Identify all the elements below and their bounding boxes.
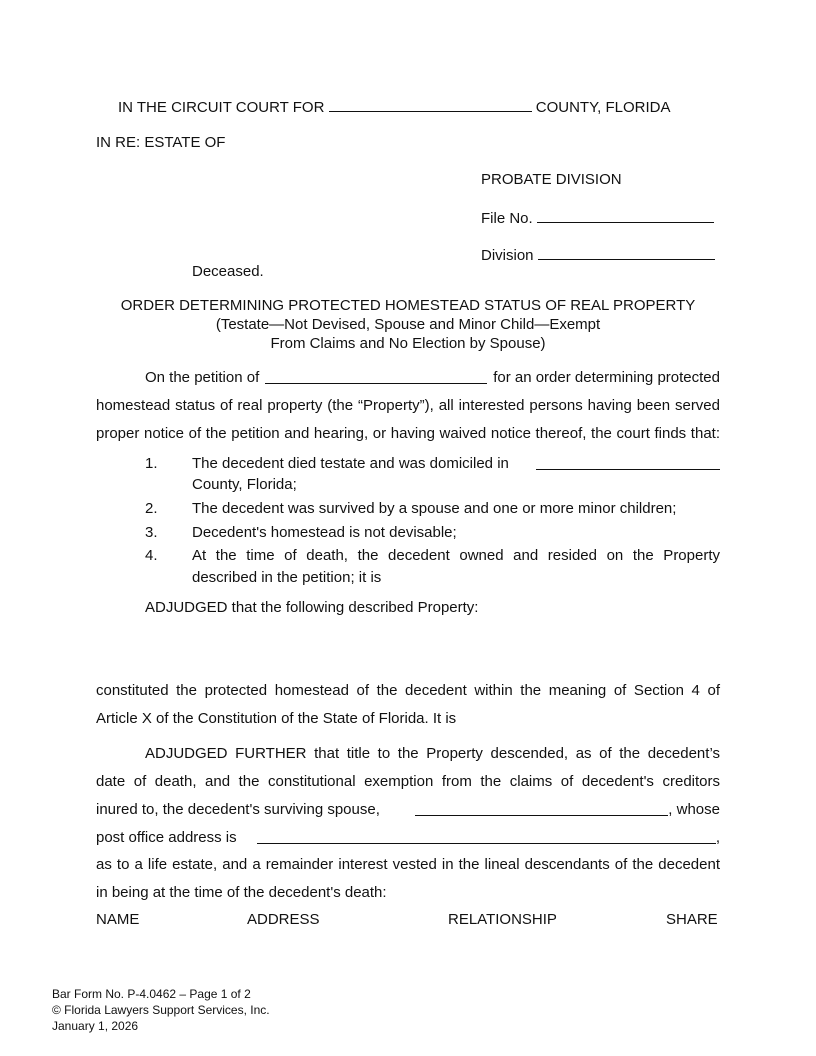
order-subtitle-2: From Claims and No Election by Spouse): [270, 335, 546, 352]
spouse-address-blank[interactable]: [257, 829, 716, 844]
petition-suffix: for an order determining protected: [493, 369, 720, 386]
header-name: NAME: [96, 911, 140, 928]
probate-division: PROBATE DIVISION: [481, 171, 622, 188]
finding-1: [192, 455, 720, 472]
petition-prefix: On the petition of: [145, 369, 260, 386]
finding-1-cont: County, Florida;: [192, 476, 297, 493]
order-subtitle-1: (Testate—Not Devised, Spouse and Minor Child—Exempt: [215, 316, 601, 333]
constituted-line-1: constituted the protected homestead of the decedent within the meaning of Section 4 of: [96, 682, 720, 699]
file-no-line: [481, 208, 714, 227]
county-blank[interactable]: [329, 97, 532, 112]
court-prefix: IN THE CIRCUIT COURT FOR: [118, 99, 325, 116]
further-line-1: ADJUDGED FURTHER that title to the Property descended, as of the decedent’s: [145, 745, 720, 762]
deceased-label: Deceased.: [192, 263, 264, 280]
further-line-4: [96, 829, 720, 846]
file-no-label: File No.: [481, 210, 533, 227]
header-relationship: RELATIONSHIP: [448, 911, 557, 928]
intro-line-2: homestead status of real property (the “Property”), all interested persons having been served: [96, 397, 720, 414]
finding-2-number: 2.: [145, 500, 158, 517]
in-re-label: IN RE: ESTATE OF: [96, 134, 226, 151]
footer-copyright: © Florida Lawyers Support Services, Inc.: [52, 1003, 270, 1017]
address-prefix: post office address is: [96, 829, 237, 846]
finding-1-number: 1.: [145, 455, 158, 472]
court-heading: [118, 97, 671, 116]
header-share: SHARE: [666, 911, 718, 928]
court-suffix: COUNTY, FLORIDA: [535, 99, 671, 116]
further-line-2: date of death, and the constitutional exemption from the claims of decedent's creditors: [96, 773, 720, 790]
domicile-county-blank[interactable]: [536, 455, 720, 470]
footer-form-number: Bar Form No. P-4.0462 – Page 1 of 2: [52, 987, 251, 1001]
finding-1-text: The decedent died testate and was domiciled in: [192, 455, 509, 472]
division-label: Division: [481, 247, 534, 264]
further-line-5: as to a life estate, and a remainder interest vested in the lineal descendants of the decedent: [96, 856, 720, 873]
petitioner-blank[interactable]: [265, 369, 487, 384]
division-line: [481, 245, 715, 264]
finding-2-text: The decedent was survived by a spouse and one or more minor children;: [192, 500, 677, 517]
order-title: ORDER DETERMINING PROTECTED HOMESTEAD STATUS OF REAL PROPERTY: [120, 297, 696, 314]
address-suffix: ,: [715, 829, 720, 846]
finding-4-text: At the time of death, the decedent owned and resided on the Property: [192, 547, 720, 564]
finding-4-number: 4.: [145, 547, 158, 564]
finding-3-number: 3.: [145, 524, 158, 541]
spouse-prefix: inured to, the decedent's surviving spouse,: [96, 801, 380, 818]
finding-3-text: Decedent's homestead is not devisable;: [192, 524, 457, 541]
spouse-name-blank[interactable]: [415, 801, 668, 816]
header-address: ADDRESS: [247, 911, 320, 928]
constituted-line-2: Article X of the Constitution of the State of Florida. It is: [96, 710, 457, 727]
finding-4-cont: described in the petition; it is: [192, 569, 382, 586]
file-no-blank[interactable]: [537, 208, 714, 223]
petition-line: [145, 369, 720, 386]
further-line-6: in being at the time of the decedent's death:: [96, 884, 387, 901]
intro-line-3: proper notice of the petition and hearing, or having waived notice thereof, the court finds that:: [96, 425, 720, 442]
division-blank[interactable]: [538, 245, 715, 260]
adjudged-paragraph: ADJUDGED that the following described Property:: [145, 599, 479, 616]
footer-date: January 1, 2026: [52, 1019, 139, 1033]
spouse-suffix: , whose: [668, 801, 720, 818]
further-line-3: [96, 801, 720, 818]
